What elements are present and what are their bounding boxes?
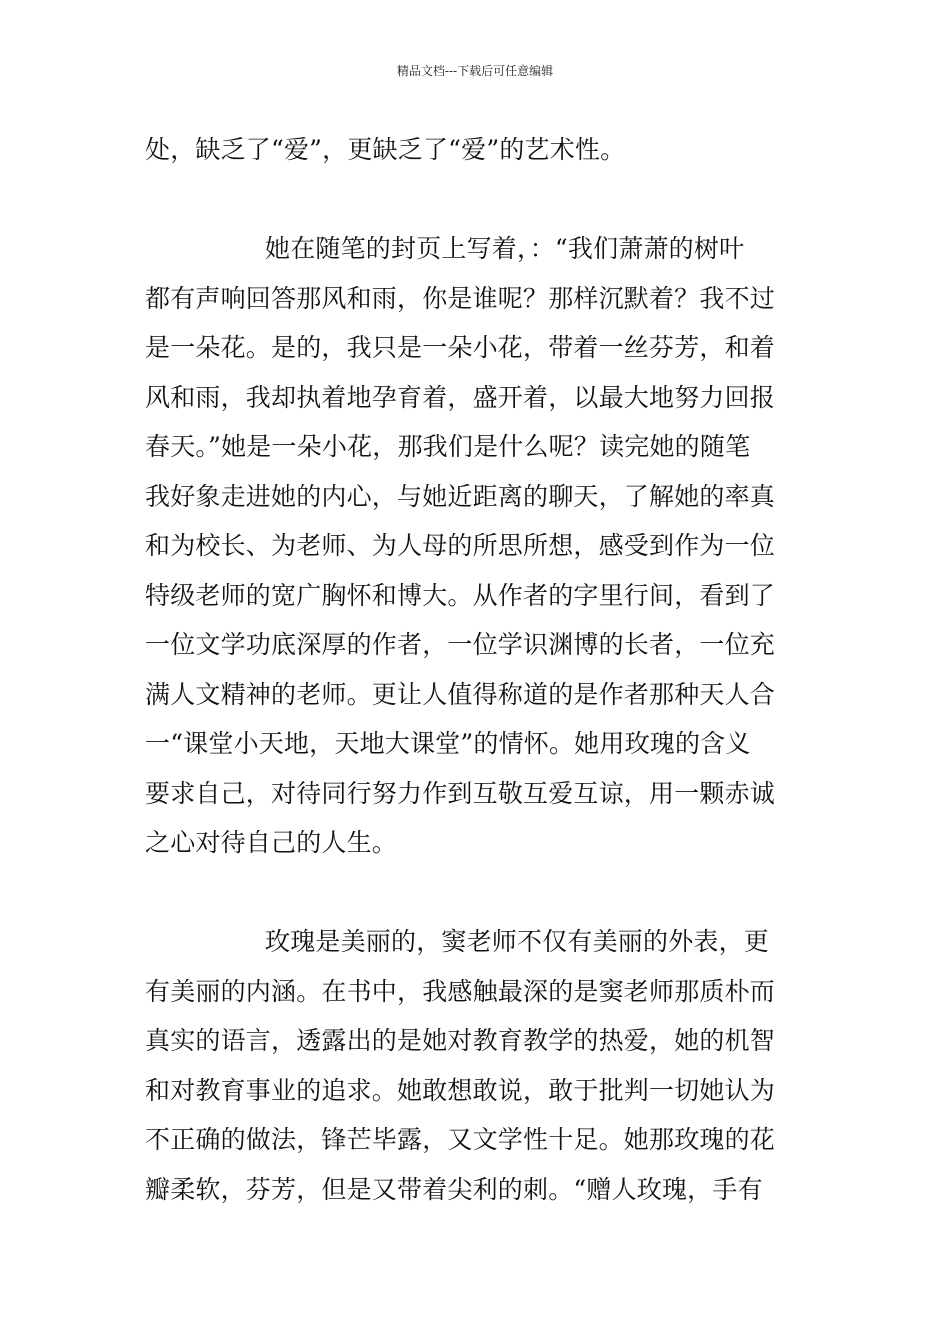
text-line: 是一朵花。是的，我只是一朵小花，带着一丝芬芳，和着 [145,333,776,362]
text-line: 和对教育事业的追求。她敢想敢说，敢于批判一切她认为 [145,1075,776,1105]
text-line: 满人文精神的老师。更让人值得称道的是作者那种天人合 [145,679,776,709]
text-line: 风和雨，我却执着地孕育着，盛开着，以最大地努力回报 [145,382,776,412]
text-line: 一位文学功底深厚的作者，一位学识渊博的长者，一位充 [145,630,776,659]
text-line: 处，缺乏了“爱”，更缺乏了“爱”的艺术性。 [145,135,626,164]
text-line: 都有声响回答那风和雨，你是谁呢？那样沉默着？我不过 [145,283,776,313]
text-line: 一“课堂小天地，天地大课堂”的情怀。她用玫瑰的含义 [145,729,751,758]
text-line-indented: 她在随笔的封页上写着，：“我们萧萧的树叶 [265,234,745,263]
text-line: 春天。”她是一朵小花，那我们是什么呢？读完她的随笔 [145,432,751,461]
document-body [145,125,810,1214]
text-line: 真实的语言，透露出的是她对教育教学的热爱，她的机智 [145,1026,776,1055]
page-header: 精品文档---下载后可任意编辑 [396,64,554,78]
paragraph-3 [145,917,810,1214]
text-line-indented: 玫瑰是美丽的，窦老师不仅有美丽的外表，更 [265,927,770,956]
paragraph-gap [145,868,810,918]
text-line: 之心对待自己的人生。 [145,828,398,857]
paragraph-gap [145,175,810,225]
text-line: 不正确的做法，锋芒毕露，又文学性十足。她那玫瑰的花 [145,1125,776,1154]
paragraph-2 [145,224,810,868]
text-line: 瓣柔软，芬芳，但是又带着尖利的刺。“赠人玫瑰，手有 [145,1174,763,1204]
text-line: 特级老师的宽广胸怀和博大。从作者的字里行间，看到了 [145,580,776,610]
text-line: 有美丽的内涵。在书中，我感触最深的是窦老师那质朴而 [145,976,776,1006]
paragraph-1 [145,125,810,175]
text-line: 我好象走进她的内心，与她近距离的聊天，了解她的率真 [145,481,776,511]
text-line: 要求自己，对待同行努力作到互敬互爱互谅，用一颗赤诚 [145,778,776,808]
text-line: 和为校长、为老师、为人母的所思所想，感受到作为一位 [145,531,776,560]
